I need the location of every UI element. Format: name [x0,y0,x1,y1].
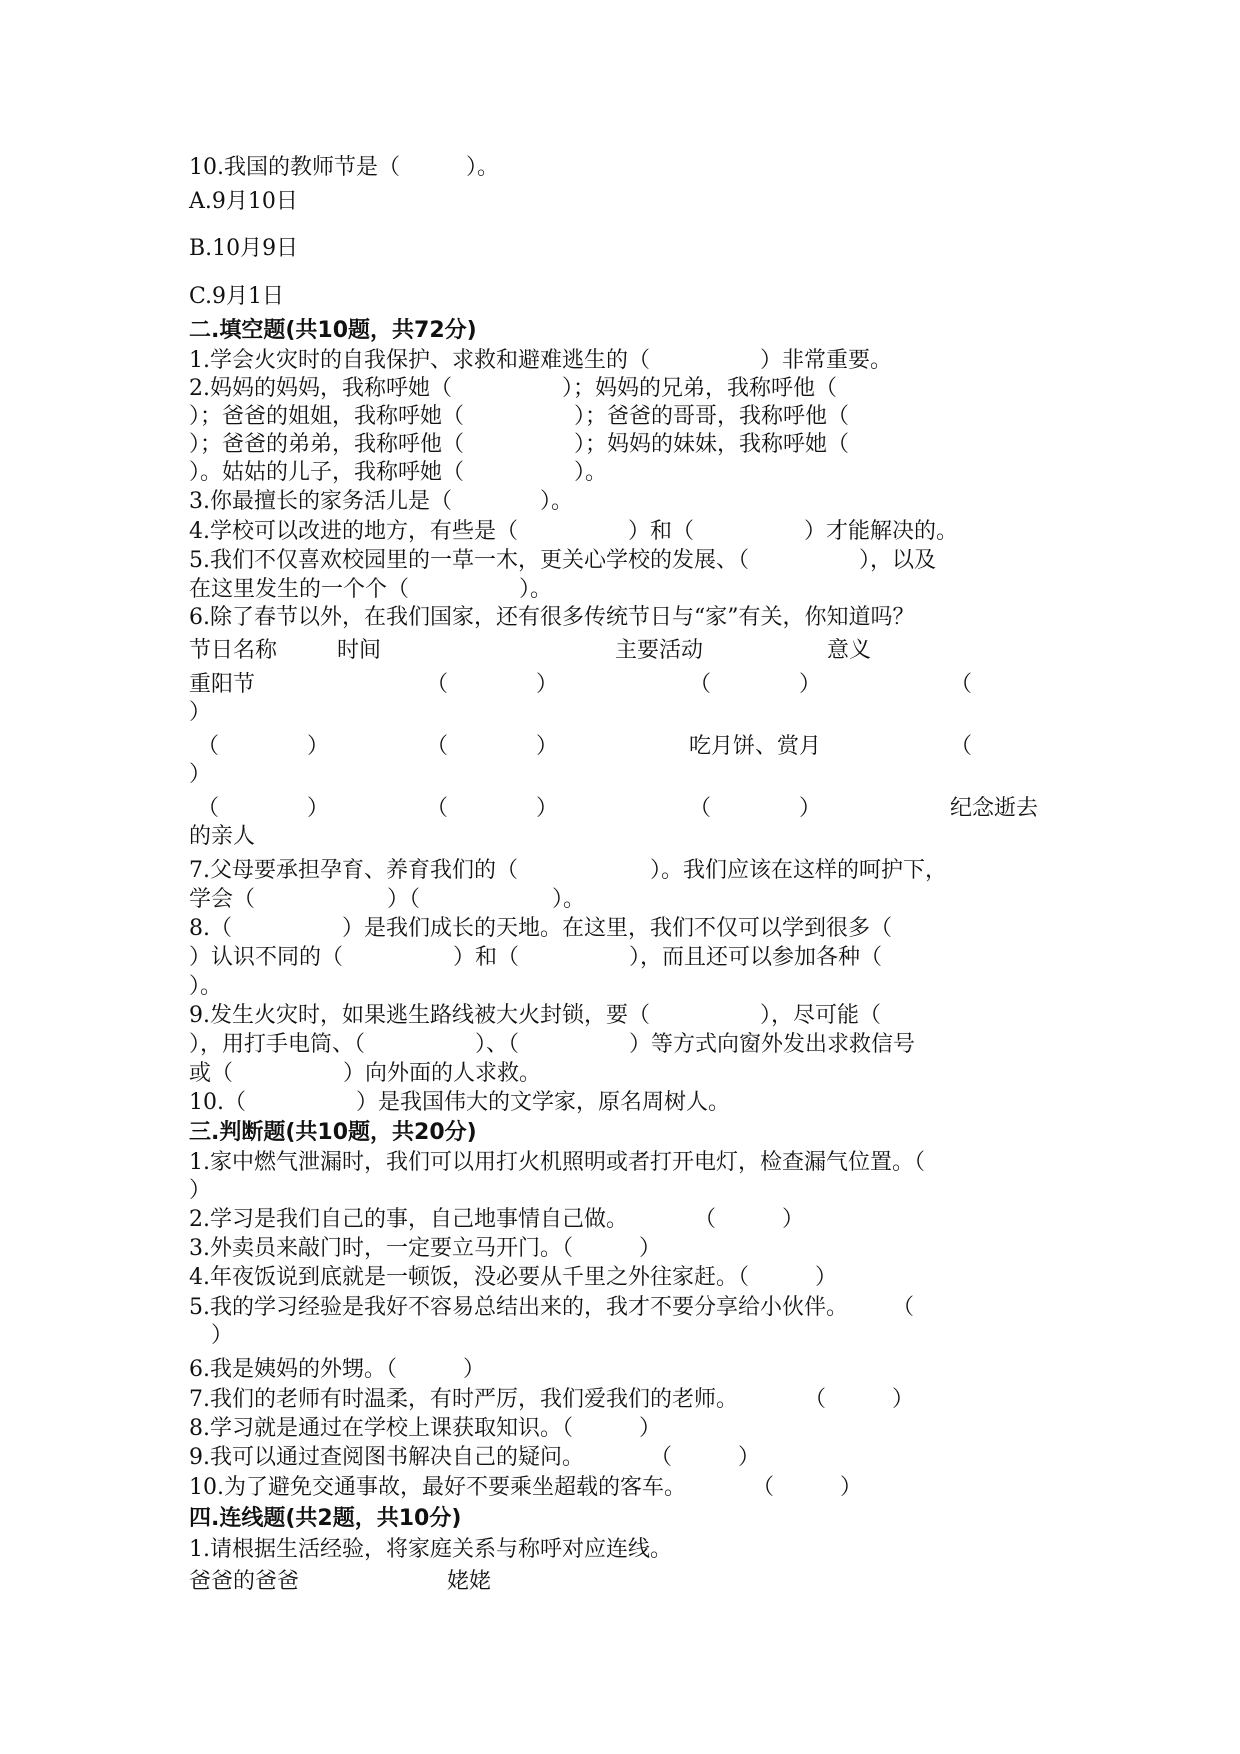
fill-line: 9.发生火灾时，如果逃生路线被大火封锁，要（ ），尽可能（ [189,1003,881,1028]
fill-line: 学会（ ）（ ）。 [189,887,586,912]
table-cell: ） [189,700,212,725]
table-cell: （ ） [426,734,559,759]
judge-line: 10.为了避免交通事故，最好不要乘坐超载的客车。 （ ） [189,1475,862,1500]
table-cell: ） [189,762,212,787]
table-cell: （ [950,672,973,697]
judge-line: 8.学习就是通过在学校上课获取知识。（ ） [189,1416,661,1441]
fill-line: 6.除了春节以外，在我们国家，还有很多传统节日与“家”有关，你知道吗？ [189,605,915,630]
fill-line: ）；爸爸的弟弟，我称呼他（ ）；妈妈的妹妹，我称呼她（ [189,432,850,457]
fill-line: 3.你最擅长的家务活儿是（ ）。 [189,489,573,514]
table-header-time: 时间 [337,638,382,663]
fill-line: 或（ ）向外面的人求救。 [189,1061,542,1086]
fill-line: 10.（ ）是我国伟大的文学家，原名周树人。 [189,1090,730,1115]
table-cell: 的亲人 [189,824,256,849]
judge-line: ） [189,1323,234,1348]
table-header-festival: 节日名称 [189,638,278,663]
match-right-item: 姥姥 [447,1569,492,1594]
judge-section-heading: 三.判断题(共10题，共20分) [189,1120,477,1145]
table-cell: （ ） [197,734,330,759]
fill-line: ），用打手电筒、（ ）、（ ）等方式向窗外发出求救信号 [189,1032,916,1057]
judge-line: 1.家中燃气泄漏时，我们可以用打火机照明或者打开电灯，检查漏气位置。（ [189,1150,925,1175]
table-cell: （ ） [689,796,822,821]
table-cell: （ [950,734,973,759]
fill-line: ）；爸爸的姐姐，我称呼她（ ）；爸爸的哥哥，我称呼他（ [189,404,850,429]
judge-line: ） [189,1178,212,1203]
table-cell: 纪念逝去 [950,796,1039,821]
judge-line: 6.我是姨妈的外甥。（ ） [189,1357,485,1382]
table-cell: （ ） [426,672,559,697]
judge-line: 2.学习是我们自己的事，自己地事情自己做。 （ ） [189,1207,804,1232]
fill-line: 4.学校可以改进的地方，有些是（ ）和（ ）才能解决的。 [189,519,958,544]
match-left-item: 爸爸的爸爸 [189,1569,300,1594]
fill-section-heading: 二.填空题(共10题，共72分) [189,318,477,343]
fill-line: ）。 [189,974,223,999]
mc-option-c: C.9月1日 [189,284,285,309]
table-header-activity: 主要活动 [615,638,704,663]
table-cell: （ ） [197,796,330,821]
mc-option-b: B.10月9日 [189,236,299,261]
table-cell: （ ） [426,796,559,821]
table-cell: 吃月饼、赏月 [689,734,822,759]
fill-line: ）认识不同的（ ）和（ ），而且还可以参加各种（ [189,945,883,970]
mc-question-10: 10.我国的教师节是（ ）。 [189,155,499,180]
table-cell: （ ） [689,672,822,697]
judge-line: 3.外卖员来敲门时，一定要立马开门。（ ） [189,1236,661,1261]
fill-line: 2.妈妈的妈妈，我称呼她（ ）；妈妈的兄弟，我称呼他（ [189,376,837,401]
judge-line: 7.我们的老师有时温柔，有时严厉，我们爱我们的老师。 （ ） [189,1387,914,1412]
fill-line: 5.我们不仅喜欢校园里的一草一木，更关心学校的发展、（ ），以及 [189,548,936,573]
fill-line: 7.父母要承担孕育、养育我们的（ ）。我们应该在这样的呵护下， [189,858,947,883]
fill-line: 8.（ ）是我们成长的天地。在这里，我们不仅可以学到很多（ [189,916,892,941]
mc-option-a: A.9月10日 [189,189,298,214]
fill-line: ）。姑姑的儿子，我称呼她（ ）。 [189,460,608,485]
judge-line: 5.我的学习经验是我好不容易总结出来的，我才不要分享给小伙伴。 （ [189,1295,914,1320]
judge-line: 4.年夜饭说到底就是一顿饭，没必要从千里之外往家赶。（ ） [189,1265,837,1290]
match-section-heading: 四.连线题(共2题，共10分) [189,1506,462,1531]
table-header-meaning: 意义 [827,638,872,663]
match-instruction: 1.请根据生活经验，将家庭关系与称呼对应连线。 [189,1537,672,1562]
judge-line: 9.我可以通过查阅图书解决自己的疑问。 （ ） [189,1445,760,1470]
table-cell: 重阳节 [189,672,256,697]
fill-line: 在这里发生的一个个（ ）。 [189,577,553,602]
fill-line: 1.学会火灾时的自我保护、求救和避难逃生的（ ）非常重要。 [189,348,892,373]
